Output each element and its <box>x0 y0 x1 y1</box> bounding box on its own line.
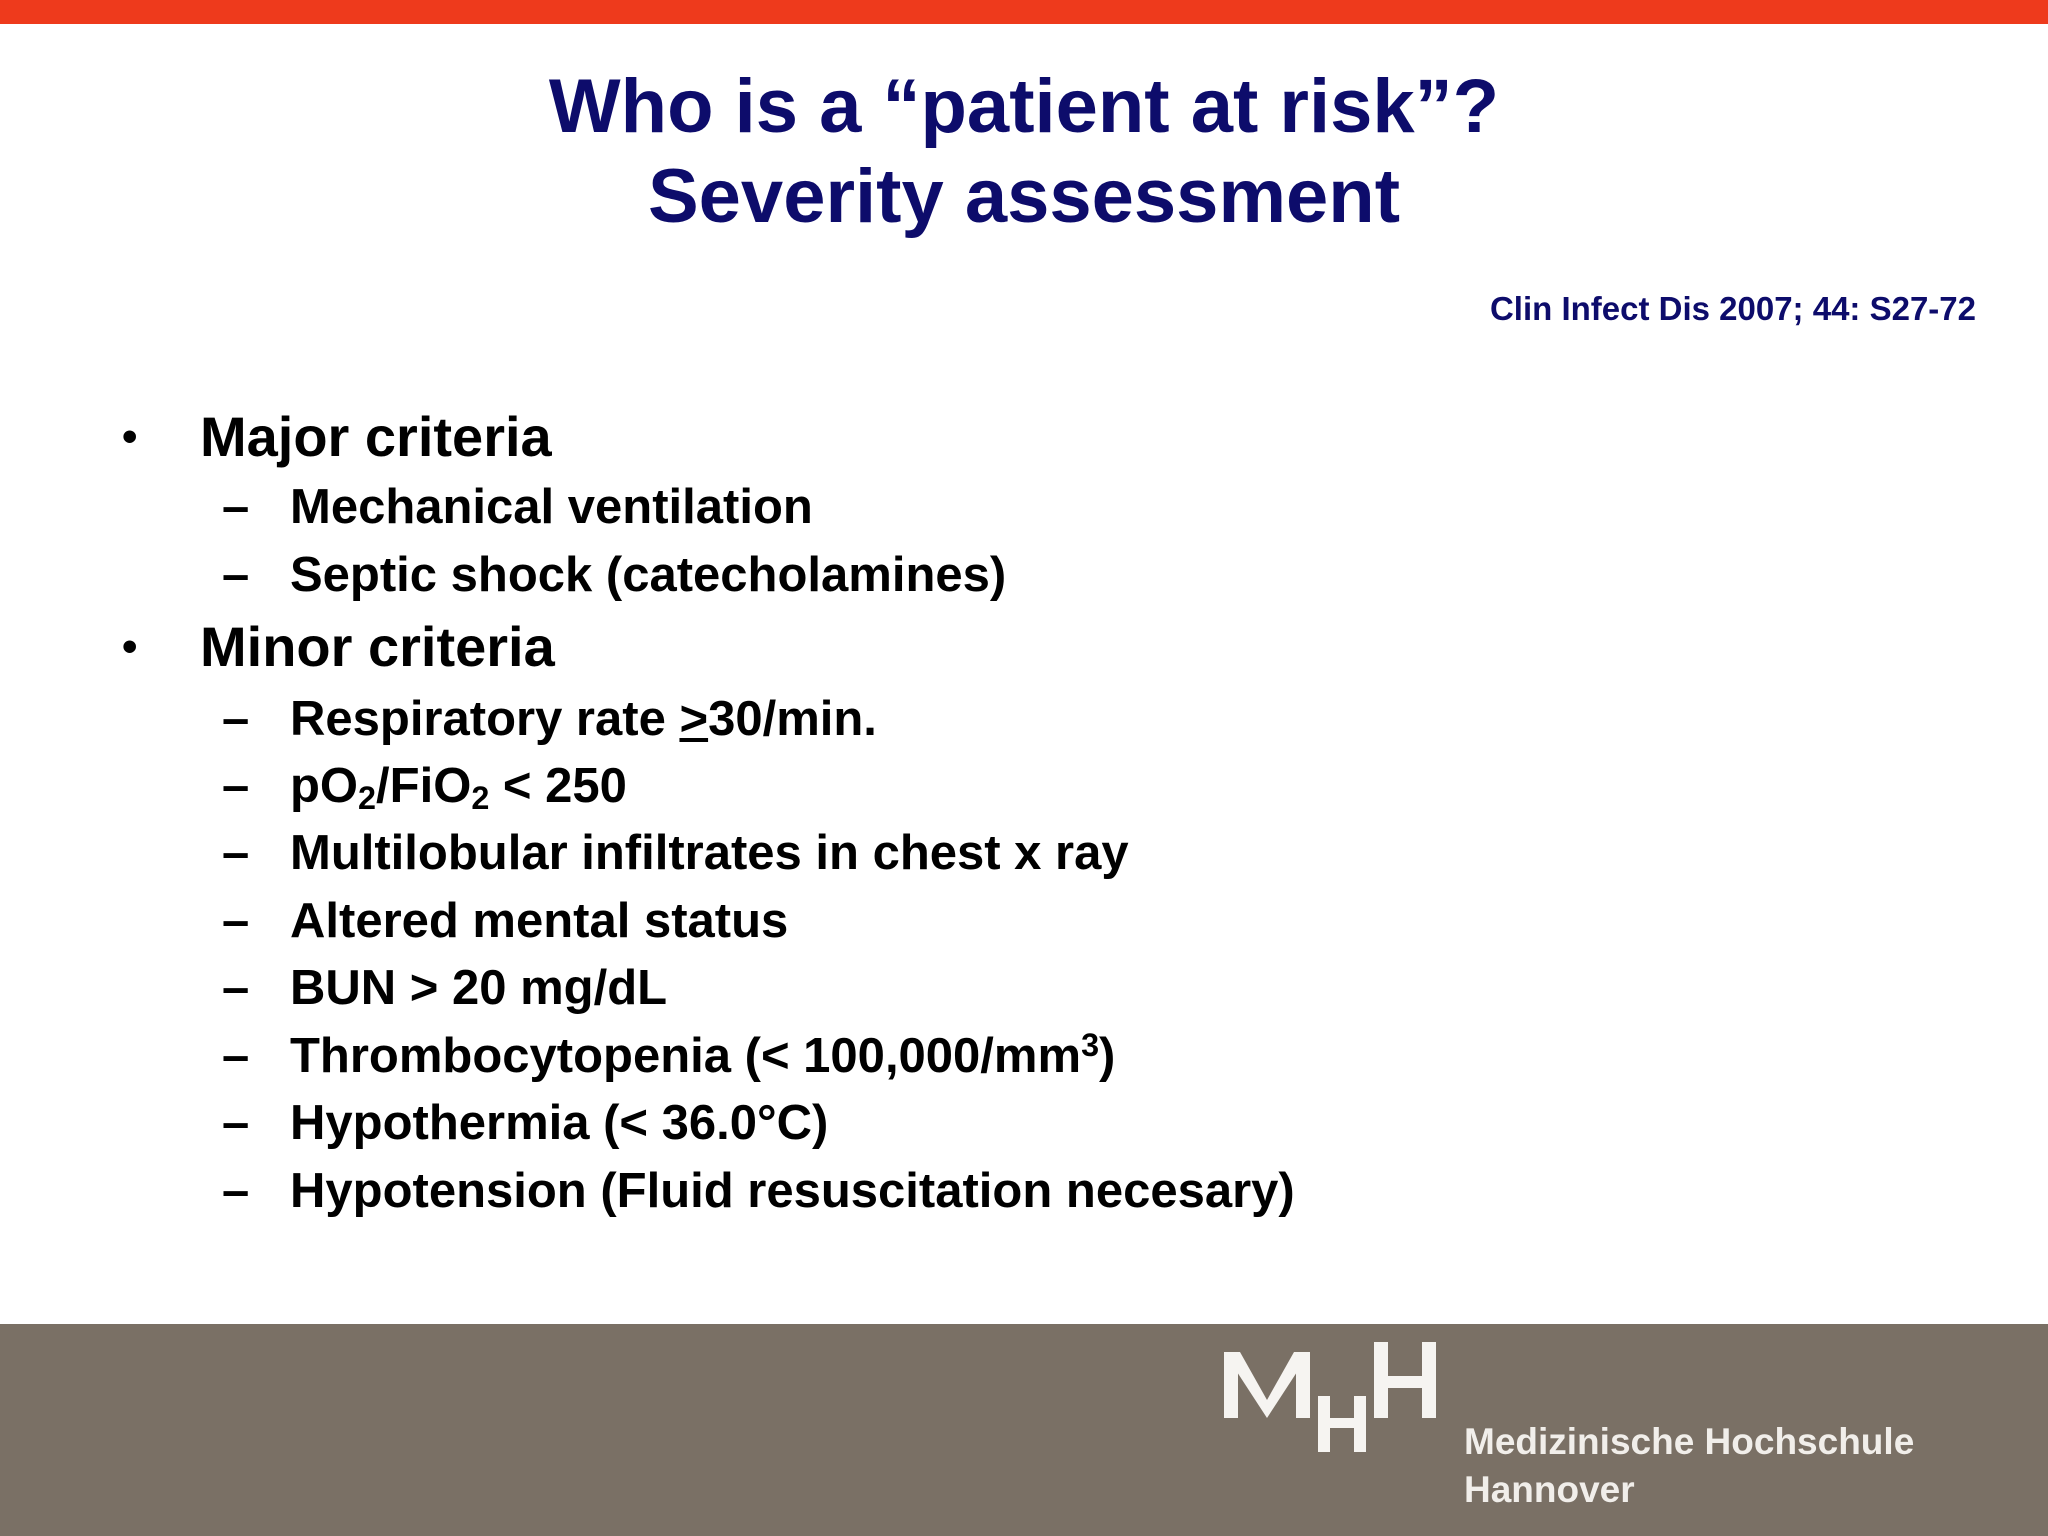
dash-icon: – <box>222 1096 250 1150</box>
item-hypotension: Hypotension (Fluid resuscitation necesary) <box>290 1164 1295 1218</box>
minor-criteria-label: Minor criteria <box>200 615 555 678</box>
dash-icon: – <box>222 759 250 813</box>
institution-line-2: Hannover <box>1464 1469 1635 1510</box>
dash-icon: – <box>222 692 250 746</box>
title-line-2: Severity assessment <box>647 154 1401 239</box>
dash-icon: – <box>222 1029 250 1083</box>
dash-icon: – <box>222 826 250 880</box>
institution-line-1: Medizinische Hochschule <box>1464 1421 1915 1462</box>
institution-name <box>1464 1418 1914 1514</box>
item-mechanical-ventilation: Mechanical ventilation <box>290 480 813 534</box>
item-mental-status: Altered mental status <box>290 894 789 948</box>
dash-icon: – <box>222 1164 250 1218</box>
major-criteria-label: Major criteria <box>200 405 552 468</box>
slide-title <box>0 62 2048 242</box>
dash-icon: – <box>222 894 250 948</box>
item-bun: BUN > 20 mg/dL <box>290 961 668 1015</box>
dash-icon: – <box>222 961 250 1015</box>
top-accent-bar <box>0 0 2048 24</box>
item-septic-shock: Septic shock (catecholamines) <box>290 548 1007 602</box>
bullet-icon: • <box>122 622 138 671</box>
title-line-1: Who is a “patient at risk”? <box>548 64 1500 149</box>
item-hypothermia: Hypothermia (< 36.0°C) <box>290 1096 829 1150</box>
mhh-logo-icon <box>1222 1340 1440 1458</box>
item-po2-fio2: $pO_2/FiO_2 < 250$ <box>290 759 627 817</box>
item-infiltrates: Multilobular infiltrates in chest x ray <box>290 826 1129 880</box>
bullet-icon: • <box>122 412 138 461</box>
item-respiratory-rate: Respiratory rate >30/min. <box>290 692 877 746</box>
dash-icon: – <box>222 548 250 602</box>
item-thrombocytopenia: Thrombocytopenia (< $100,000/mm^3$) <box>290 1026 1116 1083</box>
citation: Clin Infect Dis 2007; 44: S27-72 <box>1489 290 1976 327</box>
dash-icon: – <box>222 480 250 534</box>
